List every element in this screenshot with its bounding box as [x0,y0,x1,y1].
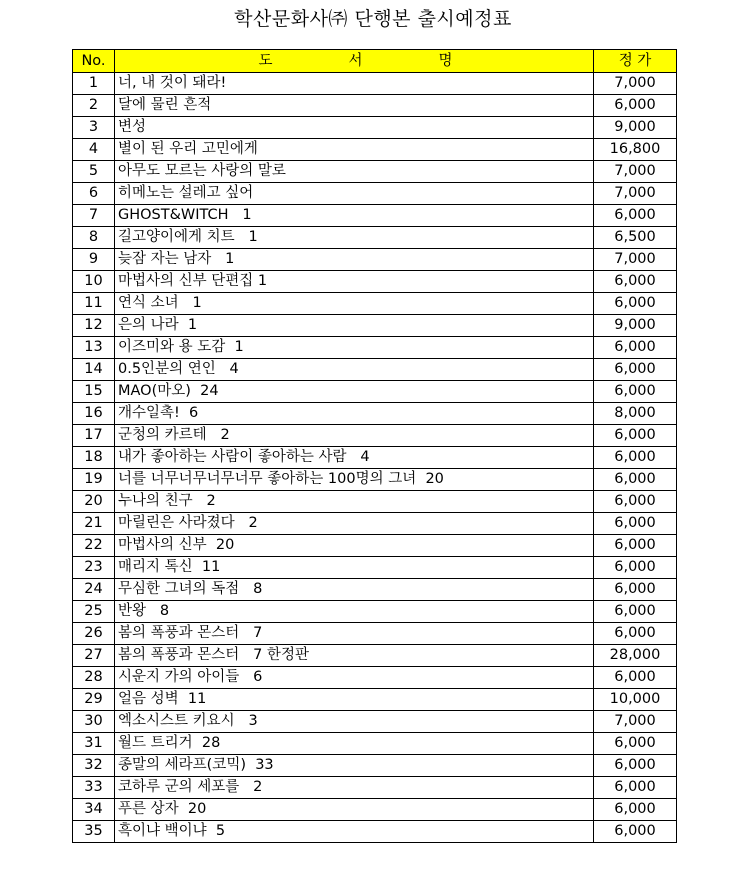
row-title: 연식 소녀 1 [115,293,594,315]
row-no: 25 [73,601,115,623]
row-title: 길고양이에게 치트 1 [115,227,594,249]
row-title: 마릴린은 사라졌다 2 [115,513,594,535]
row-no: 17 [73,425,115,447]
row-no: 32 [73,755,115,777]
row-no: 27 [73,645,115,667]
row-title: 코하루 군의 세포를 2 [115,777,594,799]
row-title: 마법사의 신부 단편집 1 [115,271,594,293]
row-price: 6,000 [594,667,677,689]
table-row [73,821,677,843]
header-price: 정 가 [594,50,677,73]
row-price: 28,000 [594,645,677,667]
row-price: 6,000 [594,623,677,645]
table-header-row [73,50,677,73]
row-no: 19 [73,469,115,491]
header-title-part: 서 [348,52,363,69]
row-no: 33 [73,777,115,799]
table-row [73,711,677,733]
row-no: 14 [73,359,115,381]
table-row [73,359,677,381]
row-no: 18 [73,447,115,469]
row-title: 누나의 친구 2 [115,491,594,513]
row-no: 3 [73,117,115,139]
table-row [73,447,677,469]
table-row [73,95,677,117]
row-title: 이즈미와 용 도감 1 [115,337,594,359]
table-row [73,139,677,161]
row-no: 24 [73,579,115,601]
header-title-part: 도 [258,52,273,69]
row-no: 9 [73,249,115,271]
row-price: 6,000 [594,425,677,447]
row-title: 0.5인분의 연인 4 [115,359,594,381]
row-no: 16 [73,403,115,425]
row-price: 6,000 [594,293,677,315]
row-title: 별이 된 우리 고민에게 [115,139,594,161]
row-price: 8,000 [594,403,677,425]
row-price: 6,000 [594,491,677,513]
row-title: 얼음 성벽 11 [115,689,594,711]
release-schedule-table [72,49,677,843]
row-title: 마법사의 신부 20 [115,535,594,557]
table-row [73,117,677,139]
row-title: 매리지 톡신 11 [115,557,594,579]
row-price: 9,000 [594,315,677,337]
row-price: 6,000 [594,271,677,293]
row-title: 월드 트리거 28 [115,733,594,755]
table-row [73,425,677,447]
row-no: 34 [73,799,115,821]
row-price: 6,000 [594,381,677,403]
row-title: 히메노는 설레고 싶어 [115,183,594,205]
row-price: 7,000 [594,161,677,183]
table-row [73,667,677,689]
row-price: 6,000 [594,799,677,821]
row-title: MAO(마오) 24 [115,381,594,403]
row-title: 시운지 가의 아이들 6 [115,667,594,689]
row-price: 9,000 [594,117,677,139]
row-title: 아무도 모르는 사랑의 말로 [115,161,594,183]
row-no: 11 [73,293,115,315]
row-no: 35 [73,821,115,843]
row-no: 26 [73,623,115,645]
table-row [73,623,677,645]
row-no: 5 [73,161,115,183]
row-title: 너를 너무너무너무너무 좋아하는 100명의 그녀 20 [115,469,594,491]
row-title: 흑이냐 백이냐 5 [115,821,594,843]
row-price: 7,000 [594,249,677,271]
header-title-part: 명 [438,52,453,69]
table-row [73,491,677,513]
row-no: 13 [73,337,115,359]
header-title [115,50,594,73]
row-price: 6,000 [594,95,677,117]
row-price: 6,500 [594,227,677,249]
row-price: 6,000 [594,557,677,579]
row-no: 1 [73,73,115,95]
table-row [73,337,677,359]
row-no: 29 [73,689,115,711]
table-row [73,205,677,227]
table-row [73,777,677,799]
row-title: 종말의 세라프(코믹) 33 [115,755,594,777]
row-price: 6,000 [594,733,677,755]
row-no: 4 [73,139,115,161]
page-title: 학산문화사㈜ 단행본 출시예정표 [234,8,512,30]
row-title: 무심한 그녀의 독점 8 [115,579,594,601]
row-price: 6,000 [594,535,677,557]
row-price: 10,000 [594,689,677,711]
row-price: 6,000 [594,447,677,469]
row-title: 늦잠 자는 남자 1 [115,249,594,271]
row-price: 7,000 [594,73,677,95]
row-title: 엑소시스트 키요시 3 [115,711,594,733]
row-title: 푸른 상자 20 [115,799,594,821]
row-no: 2 [73,95,115,117]
row-title: 은의 나라 1 [115,315,594,337]
row-price: 16,800 [594,139,677,161]
row-no: 22 [73,535,115,557]
row-price: 6,000 [594,513,677,535]
row-price: 6,000 [594,821,677,843]
table-row [73,645,677,667]
row-no: 8 [73,227,115,249]
table-row [73,755,677,777]
row-title: 내가 좋아하는 사람이 좋아하는 사람 4 [115,447,594,469]
table-row [73,733,677,755]
table-row [73,271,677,293]
table-row [73,579,677,601]
table-row [73,161,677,183]
row-price: 6,000 [594,777,677,799]
row-title: GHOST&WITCH 1 [115,205,594,227]
row-price: 6,000 [594,205,677,227]
table-row [73,381,677,403]
table-row [73,227,677,249]
row-no: 15 [73,381,115,403]
table-row [73,249,677,271]
row-title: 반왕 8 [115,601,594,623]
row-no: 20 [73,491,115,513]
row-no: 21 [73,513,115,535]
row-no: 6 [73,183,115,205]
row-no: 7 [73,205,115,227]
row-price: 6,000 [594,755,677,777]
header-no: No. [73,50,115,73]
row-price: 6,000 [594,469,677,491]
row-title: 변성 [115,117,594,139]
table-row [73,293,677,315]
row-price: 6,000 [594,359,677,381]
table-row [73,513,677,535]
table-row [73,689,677,711]
table-row [73,183,677,205]
table-row [73,557,677,579]
table-row [73,403,677,425]
table-row [73,73,677,95]
row-no: 10 [73,271,115,293]
table-row [73,315,677,337]
row-price: 7,000 [594,183,677,205]
row-no: 23 [73,557,115,579]
row-title: 봄의 폭풍과 몬스터 7 한정판 [115,645,594,667]
row-title: 봄의 폭풍과 몬스터 7 [115,623,594,645]
table-row [73,469,677,491]
row-no: 12 [73,315,115,337]
table-row [73,535,677,557]
row-price: 7,000 [594,711,677,733]
table-row [73,601,677,623]
row-no: 28 [73,667,115,689]
row-title: 달에 물린 흔적 [115,95,594,117]
row-price: 6,000 [594,337,677,359]
row-no: 31 [73,733,115,755]
row-price: 6,000 [594,579,677,601]
row-price: 6,000 [594,601,677,623]
row-title: 군청의 카르테 2 [115,425,594,447]
row-no: 30 [73,711,115,733]
row-title: 너, 내 것이 돼라! [115,73,594,95]
table-row [73,799,677,821]
row-title: 개수일촉! 6 [115,403,594,425]
